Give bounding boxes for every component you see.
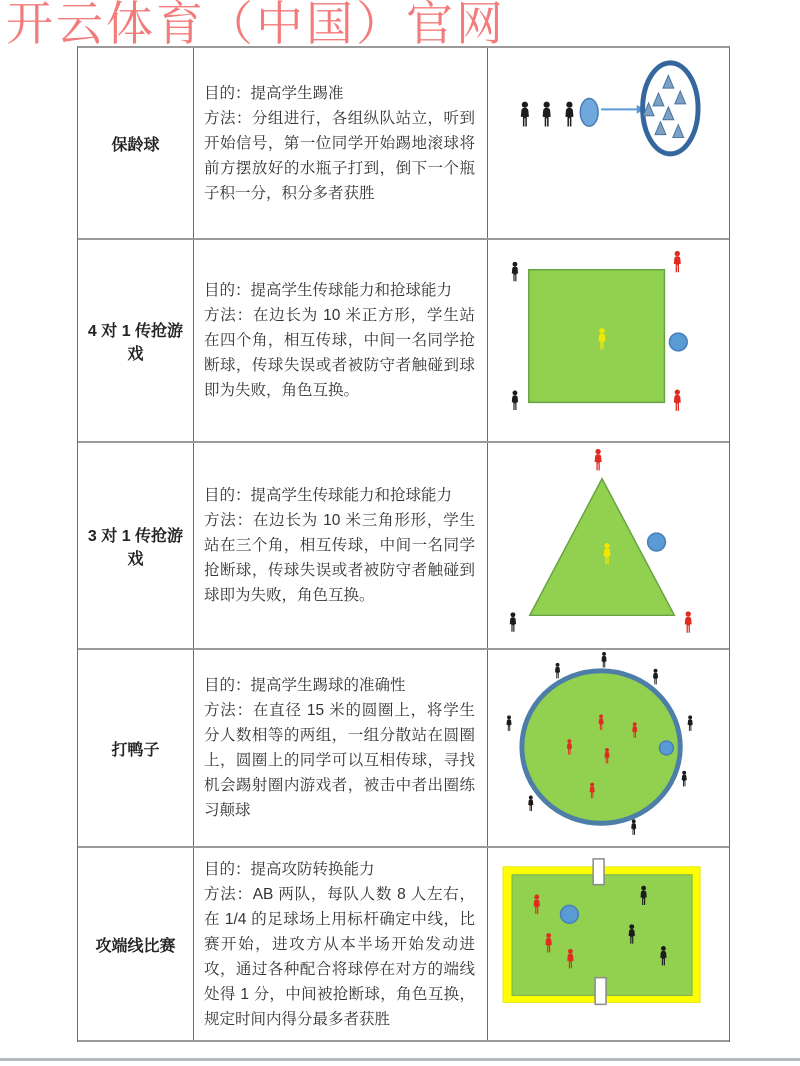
game-description-cell: [194, 848, 488, 1040]
game-purpose: 目的：提高学生踢准: [204, 84, 344, 102]
game-name-cell: [78, 48, 194, 238]
game-description-cell: [194, 48, 488, 238]
game-name-cell: [78, 848, 194, 1040]
game-method: 方法：在边长为 10 米三角形形，学生站在三个角，相互传球，中间一名同学抢断球，传球失误或者被防守者触碰到球即为失败，角色互换。: [204, 512, 475, 604]
game-name: 4 对 1 传抢游戏: [87, 322, 184, 363]
game-diagram-cell: [488, 443, 729, 648]
game-purpose: 目的：提高学生传球能力和抢球能力: [204, 282, 453, 299]
person-icon-black: [682, 771, 687, 787]
ball-icon: [659, 741, 673, 755]
game-name: 攻端线比赛: [95, 937, 176, 955]
game-description-cell: [194, 650, 488, 846]
game-method: 方法：AB 两队，每队人数 8 人左右，在 1/4 的足球场上用标杆确定中线，比赛开始，进攻方从本半场开始发动进攻，通过各种配合将球停在对方的端线处得 1 分，中间被抢断球，角色互换，规定时间内得分最多者获胜: [204, 885, 475, 1028]
game-name: 打鸭子: [111, 741, 160, 759]
ball-icon: [648, 533, 666, 551]
game-purpose: 目的：提高攻防转换能力: [204, 860, 375, 878]
person-icon-black: [543, 102, 551, 127]
person-icon-black: [565, 102, 573, 127]
person-icon-black: [555, 663, 560, 679]
person-icon-red: [595, 449, 602, 470]
game-diagram-cell: [488, 48, 729, 238]
game-diagram-cell: [488, 848, 729, 1040]
person-icon-red: [674, 251, 681, 272]
game-name-cell: [78, 443, 194, 648]
game-description-cell: [194, 240, 488, 441]
person-icon-black: [512, 262, 518, 281]
person-icon-red: [674, 390, 681, 411]
game-purpose: 目的：提高学生传球能力和抢球能力: [204, 487, 453, 504]
table-row: [78, 650, 729, 848]
person-icon-black: [602, 652, 607, 668]
game-method: 方法：在直径 15 米的圆圈上，将学生分人数相等的两组，一组分散站在圆圈上，圆圈上的同学可以互相传球，寻找机会踢射圈内游戏者，被击中者出圈练习颠球: [204, 702, 475, 819]
table-row: [78, 240, 729, 443]
game-name-cell: [78, 240, 194, 441]
game-method: 方法：分组进行，各组纵队站立，听到开始信号，第一位同学开始踢地滚球将前方摆放好的水瓶子打到，倒下一个瓶子积一分，积分多者获胜: [204, 109, 475, 202]
table-row: [78, 443, 729, 650]
circle-field: [522, 671, 680, 823]
arrow-icon: [601, 105, 645, 114]
game-diagram: [488, 848, 729, 1040]
person-icon-black: [688, 715, 693, 731]
game-method: 方法：在边长为 10 米正方形，学生站在四个角，相互传球，中间一名同学抢断球，传球失误或者被防守者触碰到球即为失败，角色互换。: [204, 307, 475, 399]
person-icon-black: [506, 715, 511, 731]
person-icon-black: [631, 819, 636, 835]
game-name-cell: [78, 650, 194, 846]
person-icon-black: [512, 391, 518, 410]
watermark-text: 开云体育（中国）官网: [6, 0, 506, 51]
person-icon-black: [653, 669, 658, 685]
person-icon-black: [510, 612, 516, 631]
table-row: [78, 848, 729, 1042]
bottom-divider: [0, 1058, 800, 1061]
game-diagram: [488, 650, 729, 846]
goal-post: [593, 859, 604, 885]
game-diagram-cell: [488, 240, 729, 441]
games-table: [77, 46, 730, 1042]
table-row: [78, 48, 729, 240]
game-diagram: [488, 48, 729, 238]
game-purpose: 目的：提高学生踢球的准确性: [204, 677, 406, 694]
game-diagram-cell: [488, 650, 729, 846]
game-diagram: [488, 240, 729, 441]
game-diagram: [488, 443, 729, 648]
square-field: [529, 270, 665, 403]
ball-icon: [669, 333, 687, 351]
game-description-cell: [194, 443, 488, 648]
person-icon-red: [685, 611, 692, 632]
ball-icon: [580, 98, 598, 126]
person-icon-black: [521, 102, 529, 127]
game-name: 3 对 1 传抢游戏: [87, 527, 184, 568]
game-name: 保龄球: [111, 136, 160, 154]
person-icon-black: [528, 796, 533, 812]
goal-post: [595, 978, 606, 1005]
ball-icon: [561, 905, 579, 923]
